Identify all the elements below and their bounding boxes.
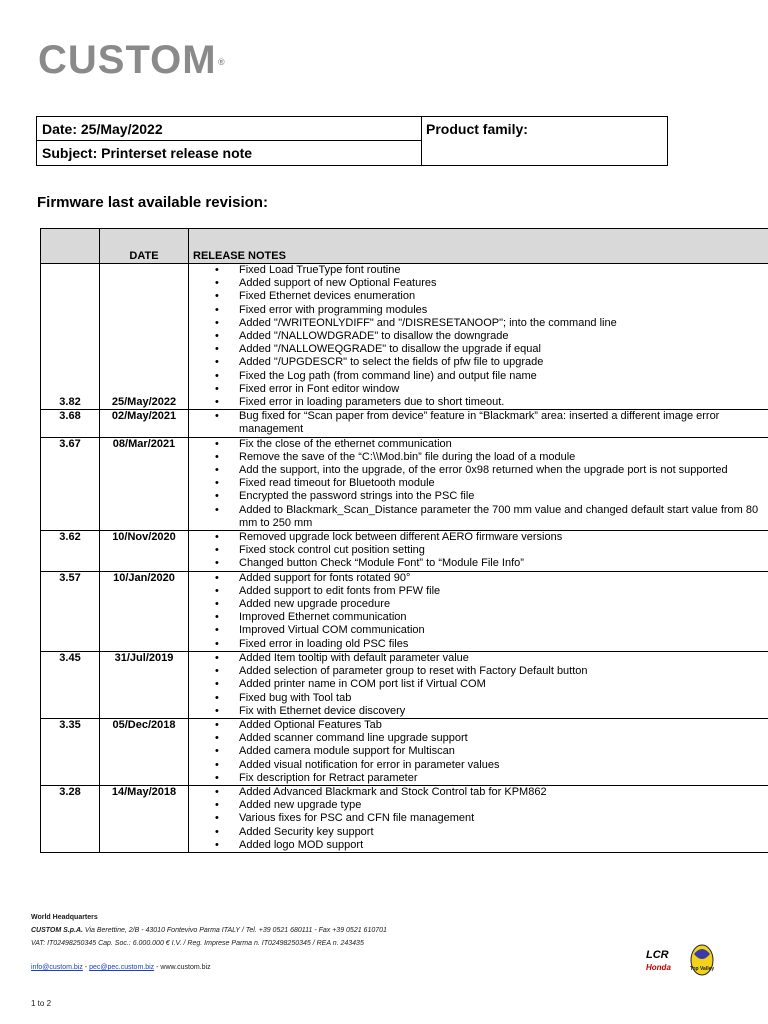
- list-item: [189, 745, 768, 758]
- list-item: [189, 732, 768, 745]
- note-text: Added camera module support for Multiscan: [239, 745, 455, 758]
- lcr-logo-text: LCR: [646, 949, 669, 961]
- bullet-icon: •: [215, 343, 219, 356]
- notes-list: [189, 572, 768, 651]
- version-cell: 3.45: [41, 651, 100, 718]
- bullet-icon: •: [215, 571, 219, 584]
- bullet-icon: •: [215, 464, 219, 477]
- list-item: [189, 451, 768, 464]
- note-text: Fix with Ethernet device discovery: [239, 704, 406, 717]
- column-header-notes: RELEASE NOTES: [189, 229, 768, 264]
- top-valley-text: Top Valley: [689, 966, 715, 972]
- bullet-icon: •: [215, 624, 219, 637]
- notes-list: [189, 652, 768, 718]
- sponsor-logos: [640, 936, 726, 980]
- bullet-icon: •: [215, 303, 219, 316]
- note-text: Fixed error in Font editor window: [239, 382, 400, 395]
- list-item: [189, 264, 768, 277]
- note-text: Added selection of parameter group to reset with Factory Default button: [239, 665, 588, 678]
- list-item: [189, 290, 768, 303]
- product-family-label: Product family:: [426, 121, 528, 137]
- notes-cell: [189, 410, 768, 437]
- bullet-icon: •: [215, 799, 219, 812]
- note-text: Added support to edit fonts from PFW file: [239, 584, 441, 597]
- footer-headquarters: World Headquarters: [31, 914, 98, 921]
- notes-list: [189, 786, 768, 852]
- list-item: [189, 812, 768, 825]
- release-notes-table: [40, 228, 768, 853]
- note-text: Fixed Load TrueType font routine: [239, 264, 401, 276]
- bullet-icon: •: [215, 771, 219, 784]
- note-text: Added Security key support: [239, 825, 374, 838]
- note-text: Encrypted the password strings into the PSC file: [239, 490, 475, 503]
- list-item: [189, 396, 768, 409]
- note-text: Added new upgrade type: [239, 799, 362, 812]
- date-cell: 05/Dec/2018: [100, 718, 189, 785]
- list-item: [189, 410, 768, 436]
- notes-cell: [189, 651, 768, 718]
- table-row: [41, 785, 768, 852]
- bullet-icon: •: [215, 598, 219, 611]
- list-item: [189, 572, 768, 585]
- bullet-icon: •: [215, 316, 219, 329]
- note-text: Fixed read timeout for Bluetooth module: [239, 477, 435, 490]
- note-text: Added "/WRITEONLYDIFF" and "/DISRESETANOOP"; into the command line: [239, 316, 617, 329]
- lcr-honda-logo: [646, 949, 671, 972]
- table-header-row: [41, 229, 768, 264]
- bullet-icon: •: [215, 812, 219, 825]
- registered-mark: ®: [217, 57, 226, 67]
- notes-list: [189, 719, 768, 785]
- section-title: Firmware last available revision:: [37, 194, 268, 211]
- bullet-icon: •: [215, 838, 219, 851]
- footer-company: CUSTOM S.p.A.: [31, 927, 83, 934]
- date-cell: 02/May/2021: [100, 410, 189, 437]
- bullet-icon: •: [215, 450, 219, 463]
- note-text: Fixed error in loading parameters due to short timeout.: [239, 396, 505, 409]
- note-text: Fix description for Retract parameter: [239, 771, 418, 784]
- date-cell: 14/May/2018: [100, 785, 189, 852]
- list-item: [189, 356, 768, 369]
- note-text: Fixed error with programming modules: [239, 303, 428, 316]
- bullet-icon: •: [215, 745, 219, 758]
- note-text: Added Item tooltip with default parameter value: [239, 651, 469, 664]
- bullet-icon: •: [215, 290, 219, 303]
- list-item: [189, 544, 768, 557]
- note-text: Various fixes for PSC and CFN file management: [239, 812, 475, 825]
- list-item: [189, 692, 768, 705]
- list-item: [189, 531, 768, 544]
- date-cell: 08/Mar/2021: [100, 437, 189, 530]
- version-cell: 3.57: [41, 571, 100, 651]
- note-text: Added logo MOD support: [239, 838, 364, 851]
- note-text: Remove the save of the “C:\\Mod.bin” file during the load of a module: [239, 450, 576, 463]
- table-row: [41, 410, 768, 437]
- date-cell: 10/Nov/2020: [100, 531, 189, 572]
- bullet-icon: •: [215, 503, 219, 516]
- list-item: [189, 665, 768, 678]
- website-link[interactable]: www.custom.biz: [160, 964, 211, 971]
- list-item: [189, 598, 768, 611]
- table-row: [41, 571, 768, 651]
- link-separator: -: [154, 964, 161, 971]
- notes-cell: [189, 437, 768, 530]
- notes-cell: [189, 264, 768, 410]
- list-item: [189, 799, 768, 812]
- note-text: Added Advanced Blackmark and Stock Control tab for KPM862: [239, 785, 547, 798]
- note-text: Added support for fonts rotated 90°: [239, 571, 411, 584]
- note-text: Added "/NALLOWEQGRADE" to disallow the upgrade if equal: [239, 343, 541, 356]
- footer-address: [31, 925, 387, 937]
- list-item: [189, 477, 768, 490]
- bullet-icon: •: [215, 758, 219, 771]
- note-text: Added to Blackmark_Scan_Distance parameter the 700 mm value and changed default start value from 80 mm to 250 mm: [239, 503, 759, 529]
- date-cell: 25/May/2022: [100, 264, 189, 410]
- table-row: [41, 437, 768, 530]
- list-item: [189, 317, 768, 330]
- list-item: [189, 678, 768, 691]
- header-left-cell: [37, 117, 422, 165]
- list-item: [189, 370, 768, 383]
- list-item: [189, 611, 768, 624]
- bullet-icon: •: [215, 330, 219, 343]
- note-text: Fixed error in loading old PSC files: [239, 637, 409, 650]
- notes-list: [189, 531, 768, 571]
- table-row: [41, 651, 768, 718]
- table-row: [41, 531, 768, 572]
- notes-list: [189, 410, 768, 436]
- note-text: Added visual notification for error in parameter values: [239, 758, 500, 771]
- document-date: Date: 25/May/2022: [37, 117, 421, 141]
- note-text: Changed button Check “Module Font” to “Module File Info”: [239, 557, 524, 570]
- custom-logo: [38, 38, 226, 82]
- footer-vat: VAT: IT02498250345 Cap. Soc.: 6.000.000 € I.V. / Reg. Imprese Parma n. IT02498250345 / REA n. 243435: [31, 940, 364, 947]
- note-text: Fix the close of the ethernet communication: [239, 437, 452, 450]
- note-text: Improved Ethernet communication: [239, 611, 407, 624]
- bullet-icon: •: [215, 611, 219, 624]
- list-item: [189, 719, 768, 732]
- date-cell: 10/Jan/2020: [100, 571, 189, 651]
- note-text: Improved Virtual COM communication: [239, 624, 425, 637]
- list-item: [189, 705, 768, 718]
- list-item: [189, 343, 768, 356]
- bullet-icon: •: [215, 490, 219, 503]
- note-text: Fixed stock control cut position setting: [239, 544, 425, 557]
- list-item: [189, 638, 768, 651]
- bullet-icon: •: [215, 584, 219, 597]
- footer-address-text: Via Berettine, 2/B - 43010 Fontevivo Parma ITALY / Tel. +39 0521 680111 - Fax +39 0521 610701: [82, 927, 387, 934]
- note-text: Added support of new Optional Features: [239, 277, 437, 290]
- list-item: [189, 839, 768, 852]
- version-cell: 3.35: [41, 718, 100, 785]
- list-item: [189, 557, 768, 570]
- bullet-icon: •: [215, 356, 219, 369]
- list-item: [189, 438, 768, 451]
- bullet-icon: •: [215, 704, 219, 717]
- list-item: [189, 490, 768, 503]
- bullet-icon: •: [215, 369, 219, 382]
- note-text: Added "/UPGDESCR" to select the fields of pfw file to upgrade: [239, 356, 544, 369]
- footer-links: [31, 962, 211, 974]
- honda-logo-text: Honda: [646, 963, 671, 972]
- email-link[interactable]: info@custom.biz: [31, 964, 83, 971]
- note-text: Fixed bug with Tool tab: [239, 691, 352, 704]
- list-item: [189, 330, 768, 343]
- note-text: Fixed the Log path (from command line) and output file name: [239, 369, 537, 382]
- version-cell: 3.82: [41, 264, 100, 410]
- bullet-icon: •: [215, 691, 219, 704]
- document-header-table: [36, 116, 668, 166]
- version-cell: 3.62: [41, 531, 100, 572]
- bullet-icon: •: [215, 410, 219, 423]
- top-valley-logo: [690, 945, 715, 975]
- list-item: [189, 383, 768, 396]
- note-text: Added "/NALLOWDGRADE" to disallow the downgrade: [239, 330, 509, 343]
- page-number: 1 to 2: [31, 999, 52, 1008]
- note-text: Fixed Ethernet devices enumeration: [239, 290, 416, 303]
- list-item: [189, 759, 768, 772]
- table-row: [41, 264, 768, 410]
- bullet-icon: •: [215, 637, 219, 650]
- bullet-icon: •: [215, 665, 219, 678]
- notes-cell: [189, 718, 768, 785]
- note-text: Added Optional Features Tab: [239, 718, 382, 731]
- note-text: Removed upgrade lock between different AERO firmware versions: [239, 531, 563, 544]
- version-cell: 3.68: [41, 410, 100, 437]
- notes-cell: [189, 571, 768, 651]
- bullet-icon: •: [215, 396, 219, 409]
- list-item: [189, 464, 768, 477]
- version-cell: 3.28: [41, 785, 100, 852]
- pec-link[interactable]: pec@pec.custom.biz: [89, 964, 155, 971]
- notes-cell: [189, 785, 768, 852]
- column-header-version: [41, 229, 100, 264]
- bullet-icon: •: [215, 732, 219, 745]
- list-item: [189, 277, 768, 290]
- bullet-icon: •: [215, 382, 219, 395]
- list-item: [189, 826, 768, 839]
- bullet-icon: •: [215, 825, 219, 838]
- link-separator: -: [82, 964, 90, 971]
- list-item: [189, 652, 768, 665]
- note-text: Added new upgrade procedure: [239, 598, 391, 611]
- logo-text: CUSTOM: [38, 38, 217, 82]
- bullet-icon: •: [215, 678, 219, 691]
- notes-list: [189, 264, 768, 409]
- bullet-icon: •: [215, 277, 219, 290]
- bullet-icon: •: [215, 531, 219, 544]
- list-item: [189, 585, 768, 598]
- date-cell: 31/Jul/2019: [100, 651, 189, 718]
- list-item: [189, 772, 768, 785]
- note-text: Add the support, into the upgrade, of the error 0x98 returned when the upgrade port is not supported: [239, 464, 728, 477]
- column-header-date: DATE: [100, 229, 189, 264]
- bullet-icon: •: [215, 544, 219, 557]
- bullet-icon: •: [215, 477, 219, 490]
- bullet-icon: •: [215, 557, 219, 570]
- version-cell: 3.67: [41, 437, 100, 530]
- bullet-icon: •: [215, 785, 219, 798]
- note-text: Added printer name in COM port list if Virtual COM: [239, 678, 486, 691]
- bullet-icon: •: [215, 718, 219, 731]
- bullet-icon: •: [215, 437, 219, 450]
- note-text: Added scanner command line upgrade support: [239, 732, 468, 745]
- bullet-icon: •: [215, 264, 219, 276]
- bullet-icon: •: [215, 651, 219, 664]
- table-row: [41, 718, 768, 785]
- note-text: Bug fixed for “Scan paper from device” feature in “Blackmark” area: inserted a different image error management: [239, 410, 720, 436]
- notes-cell: [189, 531, 768, 572]
- list-item: [189, 504, 768, 530]
- list-item: [189, 624, 768, 637]
- list-item: [189, 304, 768, 317]
- list-item: [189, 786, 768, 799]
- notes-list: [189, 438, 768, 530]
- document-subject: Subject: Printerset release note: [42, 145, 253, 161]
